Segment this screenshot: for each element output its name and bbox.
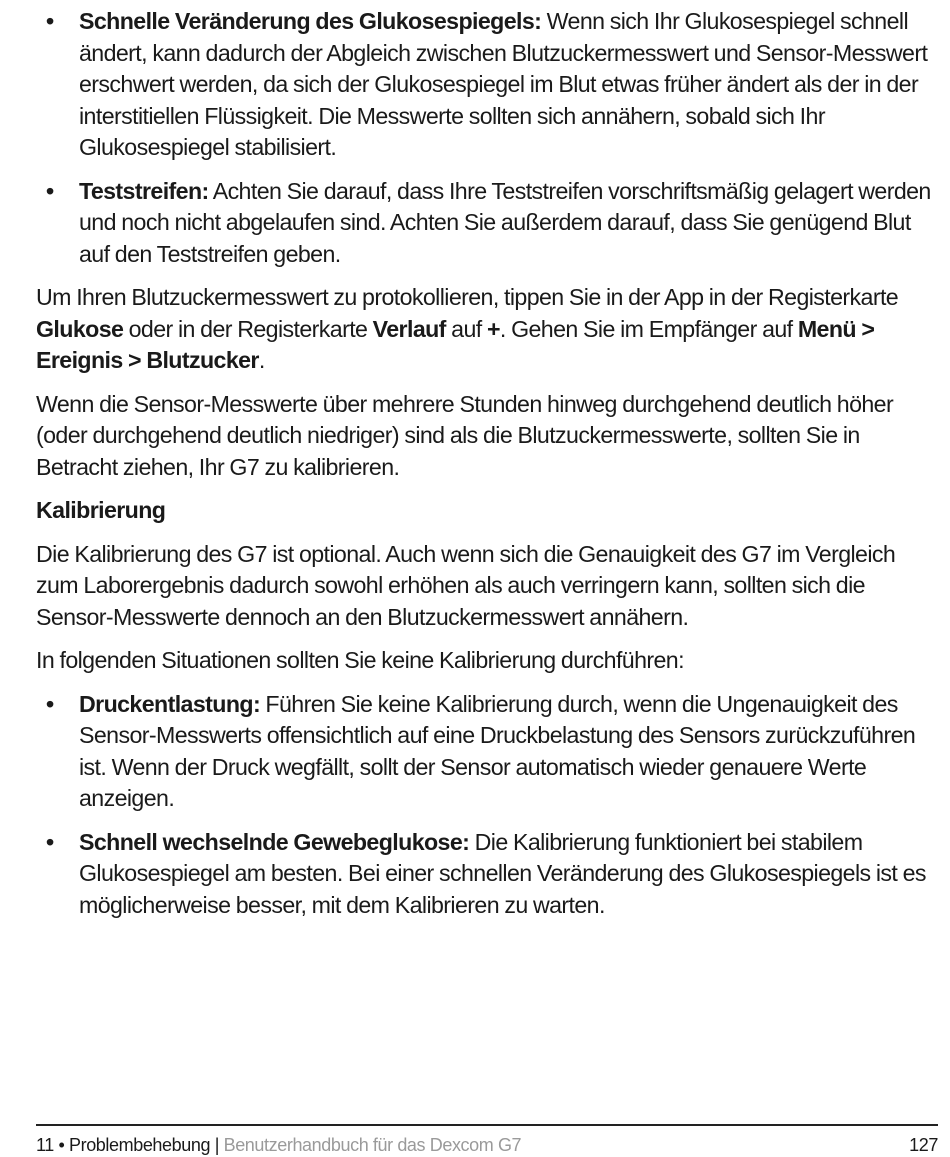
- bullet-text: Führen Sie keine Kalibrierung durch, wenn die Ungenauigkeit des Sensor-Messwerts offensichtlich auf eine Druckbelastung des Sensors zurückzuführen ist. Wenn der Druck wegfällt, sollt der Sensor automatisch wieder genauere Werte anzeigen.: [79, 690, 916, 811]
- bullet-term: Schnelle Veränderung des Glukosespiegels:: [79, 8, 542, 34]
- bullet-list-top: [36, 6, 942, 270]
- bullet-term: Teststreifen:: [79, 177, 209, 204]
- footer-separator: |: [210, 1135, 224, 1155]
- page-content: [36, 6, 942, 933]
- bullet-icon: •: [46, 177, 54, 204]
- list-item: [36, 827, 942, 922]
- bullet-text: Wenn sich Ihr Glukosespiegel schnell ändert, kann dadurch der Abgleich zwischen Blutzuckermesswert und Sensor-Messwert erschwert werden, da sich der Glukosespiegel im Blut etwas früher ändert als der in der interstitiellen Flüssigkeit. Die Messwerte sollten sich annähern, sobald sich Ihr Glukosespiegel stabilisiert.: [79, 8, 928, 160]
- paragraph-log-instructions: [36, 282, 942, 377]
- text-run: auf: [445, 315, 487, 342]
- ui-term-glukose: Glukose: [36, 315, 124, 342]
- ui-term-verlauf: Verlauf: [372, 315, 446, 342]
- bullet-text: Die Kalibrierung funktioniert bei stabilem Glukosespiegel am besten. Bei einer schnellen Veränderung des Glukosespiegels ist es möglicherweise besser, mit dem Kalibrieren zu warten.: [79, 828, 926, 918]
- bullet-term: Druckentlastung:: [79, 690, 261, 717]
- bullet-icon: •: [46, 828, 54, 855]
- paragraph-calibration-optional: Die Kalibrierung des G7 ist optional. Auch wenn sich die Genauigkeit des G7 im Vergleich zum Laborergebnis dadurch sowohl erhöhen als auch verringern kann, sollten sich die Sensor-Messwerte dennoch an den Blutzuckermesswert annähern.: [36, 540, 896, 630]
- text-run: .: [258, 347, 265, 373]
- list-item: [36, 176, 942, 271]
- page-footer: [36, 1124, 938, 1156]
- paragraph-situations-intro: In folgenden Situationen sollten Sie keine Kalibrierung durchführen:: [36, 647, 684, 673]
- bullet-icon: •: [46, 8, 54, 34]
- list-item: [36, 6, 942, 164]
- bullet-text: Achten Sie darauf, dass Ihre Teststreifen vorschriftsmäßig gelagert werden und noch nicht abgelaufen sind. Achten Sie außerdem darauf, dass Sie genügend Blut auf den Teststreifen geben.: [79, 177, 931, 267]
- page-number: 127: [909, 1135, 938, 1155]
- footer-subtitle: Benutzerhandbuch für das Dexcom G7: [223, 1135, 522, 1155]
- text-run: Um Ihren Blutzuckermesswert zu protokollieren, tippen Sie in der App in der Registerkarte: [36, 284, 899, 310]
- bullet-icon: •: [46, 690, 54, 717]
- text-run: . Gehen Sie im Empfänger auf: [499, 315, 798, 342]
- bullet-list-bottom: [36, 689, 942, 922]
- ui-term-menu-path: Menü > Ereignis > Blutzucker: [36, 315, 875, 373]
- text-run: oder in der Registerkarte: [123, 315, 373, 342]
- list-item: [36, 689, 942, 815]
- section-heading: Kalibrierung: [36, 497, 166, 523]
- bullet-term: Schnell wechselnde Gewebeglukose:: [79, 828, 470, 855]
- footer-left: [36, 1134, 521, 1156]
- plus-icon: +: [486, 315, 500, 342]
- footer-chapter: 11 • Problembehebung: [36, 1135, 211, 1155]
- paragraph-calibration-hint: Wenn die Sensor-Messwerte über mehrere Stunden hinweg durchgehend deutlich höher (oder durchgehend deutlich niedriger) sind als die Blutzuckermesswerte, sollten Sie in Betracht ziehen, Ihr G7 zu kalibrieren.: [36, 390, 894, 480]
